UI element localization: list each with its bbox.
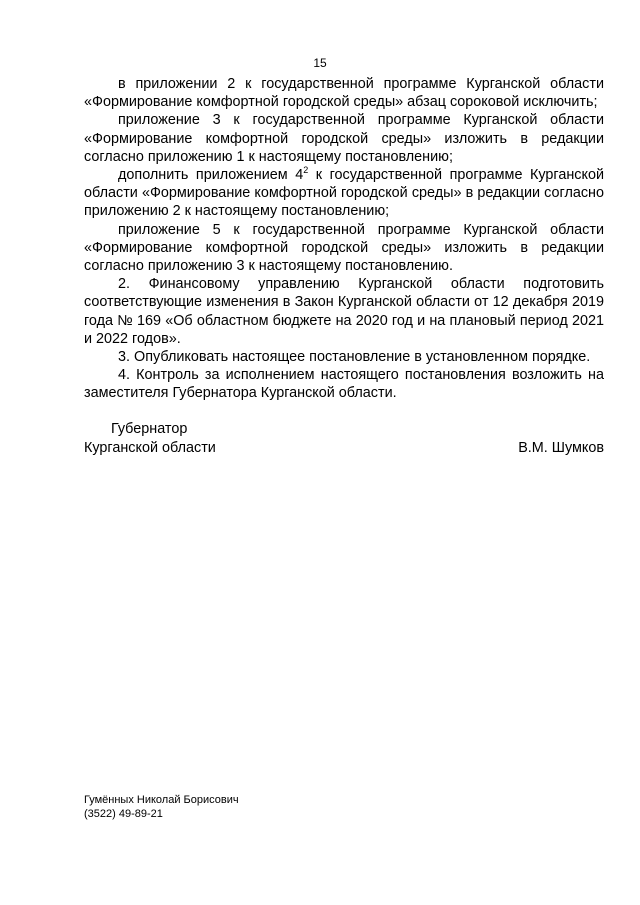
paragraph-finance-department: 2. Финансовому управлению Курганской области подготовить соответствующие изменения в Закон Курганской области от 12 декабря 2019 года № 169 «Об областном бюджете на 2020 год и на плановый период 2021 и 2022 годов». <box>84 276 604 347</box>
paragraph-appendix-4-2 <box>84 166 604 221</box>
contact-block <box>84 794 239 821</box>
page-number: 15 <box>313 56 327 70</box>
signature-title <box>84 420 216 457</box>
contact-name: Гумённых Николай Борисович <box>84 794 239 806</box>
paragraph-appendix-2: в приложении 2 к государственной программе Курганской области «Формирование комфортной городской среды» абзац сороковой исключить; <box>84 76 604 111</box>
paragraph-appendix-3: приложение 3 к государственной программе Курганской области «Формирование комфортной городской среды» изложить в редакции согласно приложению 1 к настоящему постановлению; <box>84 112 604 165</box>
document-body <box>84 75 604 403</box>
paragraph-appendix-4-2-end: к государственной программе Курганской области «Формирование комфортной городской среды» в редакции согласно приложению 2 к настоящему постановлению; <box>84 167 604 220</box>
signature-title-line1: Губернатор <box>111 421 188 437</box>
paragraph-appendix-5: приложение 5 к государственной программе Курганской области «Формирование комфортной городской среды» изложить в редакции согласно приложению 3 к настоящему постановлению. <box>84 221 604 275</box>
paragraph-control: 4. Контроль за исполнением настоящего постановления возложить на заместителя Губернатора Курганской области. <box>84 367 604 402</box>
signature-title-line2: Курганской области <box>84 439 216 456</box>
superscript-index: 2 <box>303 165 309 176</box>
paragraph-publication: 3. Опубликовать настоящее постановление в установленном порядке. <box>118 349 591 366</box>
signature-name: В.М. Шумков <box>518 440 604 456</box>
contact-phone: (3522) 49-89-21 <box>84 807 163 820</box>
paragraph-appendix-4-2-start: дополнить приложением 4 <box>118 167 304 184</box>
